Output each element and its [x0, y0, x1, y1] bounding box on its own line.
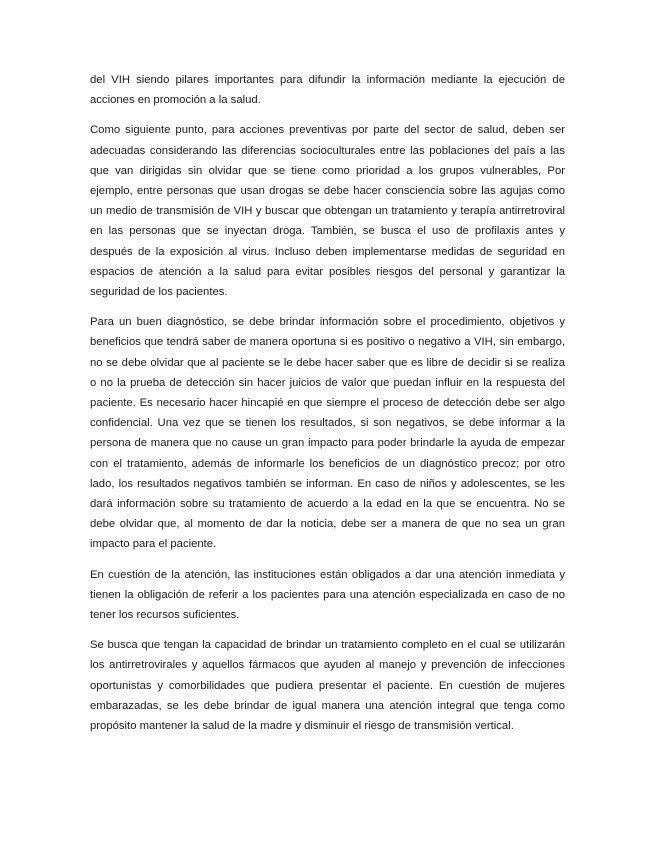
paragraph-4: En cuestión de la atención, las instituciones están obligados a dar una atención inmediata y tienen la obligación de referir a los pacientes para una atención especializada en caso de no tener los recursos suficientes.	[90, 568, 565, 622]
paragraph-2: Como siguiente punto, para acciones preventivas por parte del sector de salud, deben ser adecuadas considerando las diferencias socioculturales entre las poblaciones del país a las que van dirigidas sin olvidar que se tiene como prioridad a los grupos vulnerables, Por ejemplo, entre personas que usan drogas se debe hacer consciencia sobre las agujas como un medio de transmisión de VIH y buscar que obtengan un tratamiento y terapía antirretroviral en las personas que se inyectan droga. También, se busca el uso de profilaxis antes y después de la exposición al virus. Incluso deben implementarse medidas de seguridad en espacios de atención a la salud para evitar posibles riesgos del personal y garantizar la seguridad de los pacientes.	[90, 124, 565, 299]
paragraph-5: Se busca que tengan la capacidad de brindar un tratamiento completo en el cual se utilizarán los antirretrovirales y aquellos fármacos que ayuden al manejo y prevención de infecciones oportunistas y comorbilidades que pudiera presentar el paciente. En cuestión de mujeres embarazadas, se les debe brindar de igual manera una atención integral que tenga como propósito mantener la salud de la madre y disminuir el riesgo de transmisión vertical.	[90, 639, 565, 733]
paragraph-3: Para un buen diagnóstico, se debe brindar información sobre el procedimiento, objetivos y beneficios que tendrá saber de manera oportuna si es positivo o negativo a VIH, sin embargo, no se debe olvidar que al paciente se le debe hacer saber que es libre de decidir si se realiza o no la prueba de detección sin hacer juicios de valor que puedan influir en la respuesta del paciente. Es necesario hacer hincapié en que siempre el proceso de detección debe ser algo confidencial. Una vez que se tienen los resultados, si son negativos, se debe informar a la persona de manera que no cause un gran impacto para poder brindarle la ayuda de empezar con el tratamiento, además de informarle los beneficios de un diagnóstico precoz; por otro lado, los resultados negativos también se informan. En caso de niños y adolescentes, se les dará información sobre su tratamiento de acuerdo a la edad en la que se encuentra. No se debe olvidar que, al momento de dar la noticia, debe ser a manera de que no sea un gran impacto para el paciente.	[90, 316, 565, 551]
paragraph-1: del VIH siendo pilares importantes para difundir la información mediante la ejecución de acciones en promoción a la salud.	[90, 74, 565, 107]
page-body	[90, 70, 565, 746]
